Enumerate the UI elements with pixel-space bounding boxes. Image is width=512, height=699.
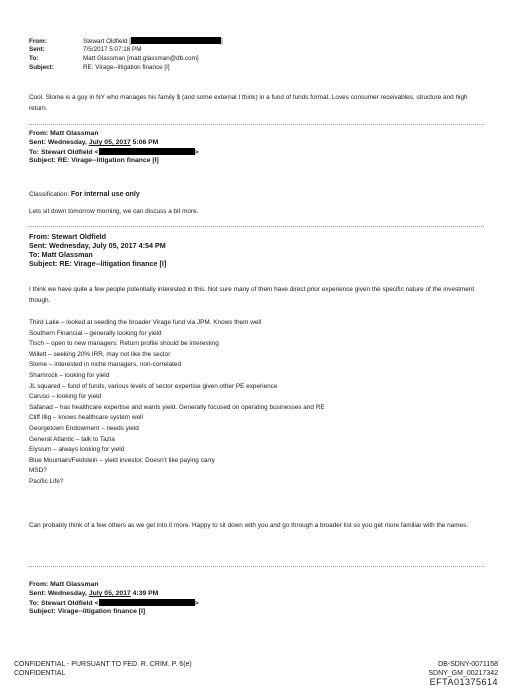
- footer-confidential-line-2: CONFIDENTIAL: [14, 670, 66, 677]
- msg4-sent: [29, 590, 158, 598]
- msg2-to-prefix: To: Stewart Oldfield <: [29, 149, 99, 156]
- to-value: Matt Glassman [matt.glassman@db.com]: [83, 55, 199, 62]
- msg3-subject: Subject: RE: Virage--litigation finance [I]: [29, 259, 167, 268]
- msg4-to: [29, 599, 199, 608]
- divider: [29, 566, 484, 567]
- header-to-row: [29, 55, 199, 63]
- classification-value: For internal use only: [70, 191, 140, 198]
- investor-list: [29, 318, 325, 488]
- footer-confidential-line-1: CONFIDENTIAL - PURSUANT TO FED. R. CRIM. P. 6(e): [14, 661, 192, 668]
- list-item: Willett – seeking 20% IRR, may not like the sector: [29, 350, 171, 358]
- msg2-from: From: Matt Glassman: [29, 130, 99, 137]
- divider: [29, 124, 484, 125]
- redaction-bar: [99, 599, 195, 606]
- body-paragraph-3: I think we have quite a few people potentially interested in this. Not sure many of them have direct prior experience given the specific nature of the investment though.: [29, 286, 475, 304]
- from-tail: ]: [220, 38, 223, 45]
- classification-line: [29, 191, 140, 198]
- msg4-to-suffix: >: [194, 600, 199, 607]
- list-item: Georgetown Endowment – needs yield: [29, 424, 139, 432]
- list-item: MSD?: [29, 467, 47, 475]
- list-item: Blue Mountain/Feldstein – yield investor. Doesn’t like paying carry: [29, 456, 215, 464]
- list-item: Caruso – looking for yield: [29, 393, 102, 401]
- subject-value: RE: Virage--litigation finance [I]: [83, 64, 170, 71]
- msg2-sent-date: July 05, 2017: [88, 139, 131, 146]
- list-item: General Atlantic – talk to Tazia: [29, 435, 115, 443]
- msg2-sent-time: 5:06 PM: [130, 139, 159, 146]
- list-item: Southern Financial – generally looking for yield: [29, 329, 162, 337]
- sent-value: 7/5/2017 5:07:18 PM: [83, 46, 142, 53]
- msg2-to-suffix: >: [194, 149, 199, 156]
- list-item: Pacific Life?: [29, 477, 64, 485]
- msg3-sent: Sent: Wednesday, July 05, 2017 4:54 PM: [29, 241, 166, 250]
- footer-doc-id-2: SDNY_GM_00217342: [428, 670, 498, 677]
- msg2-sent-prefix: Sent: Wednesday,: [29, 139, 89, 146]
- msg2-subject: Subject: RE: Virage--litigation finance [I]: [29, 157, 159, 164]
- from-value: Stewart Oldfield [: [83, 38, 131, 45]
- from-label: From:: [29, 38, 47, 45]
- list-item: Slome – interested in niche managers, non-correlated: [29, 361, 182, 369]
- msg4-sent-time: 4:39 PM: [130, 590, 159, 597]
- classification-label: Classification:: [29, 191, 71, 198]
- msg2-to: [29, 148, 199, 157]
- msg4-sent-prefix: Sent: Wednesday,: [29, 590, 89, 597]
- list-item: Cliff Illig – knows healthcare system well: [29, 414, 143, 422]
- list-item: Safanad – has healthcare expertise and wants yield. Generally focused on operating businesses and RE: [29, 403, 325, 411]
- footer-doc-id-1: DB-SDNY-0071158: [438, 661, 498, 668]
- header-sent-row: [29, 46, 141, 54]
- footer-bates-number: EFTA01375614: [429, 677, 498, 687]
- msg2-sent: [29, 139, 158, 147]
- body-paragraph-2: Lets sit down tomorrow morning, we can discuss a bit more.: [29, 208, 199, 215]
- msg4-to-prefix: To: Stewart Oldfield <: [29, 600, 99, 607]
- footer-confidential-block: [14, 660, 192, 678]
- msg3-to: To: Matt Glassman: [29, 250, 93, 259]
- redaction-bar: [99, 148, 195, 155]
- header-subject-row: [29, 64, 170, 72]
- divider: [29, 226, 484, 227]
- list-item: Elysium – always looking for yield: [29, 446, 125, 454]
- footer-bates-block: [428, 660, 498, 687]
- body-paragraph-1: Cool. Slome is a guy in NY who manages his family $ (and some external I think) in a fund of funds format. Loves consumer receivables, structure and high return.: [29, 94, 468, 112]
- msg4-from: From: Matt Glassman: [29, 581, 99, 588]
- list-item: JL squared – fund of funds, various levels of sector expertise given other PE experience: [29, 382, 278, 390]
- list-item: Third Lake – looked at seeding the broader Virage fund via JPM. Knows them well: [29, 319, 262, 326]
- msg4-sent-date: July 05, 2017: [88, 590, 131, 597]
- body-paragraph-4: Can probably think of a few others as we get into it more. Happy to sit down with you and go through a broader list so you get more familiar with the names.: [29, 522, 469, 529]
- sent-label: Sent:: [29, 46, 45, 53]
- msg3-from: From: Stewart Oldfield: [29, 232, 107, 241]
- to-label: To:: [29, 55, 39, 62]
- redaction-bar: [131, 37, 221, 44]
- list-item: Tisch – open to new managers. Return profile should be interesting: [29, 340, 219, 348]
- msg4-subject: Subject: Virage--litigation finance [I]: [29, 608, 146, 615]
- subject-label: Subject:: [29, 64, 54, 71]
- header-from-row: [29, 37, 223, 46]
- list-item: Shamrock – looking for yield: [29, 371, 110, 379]
